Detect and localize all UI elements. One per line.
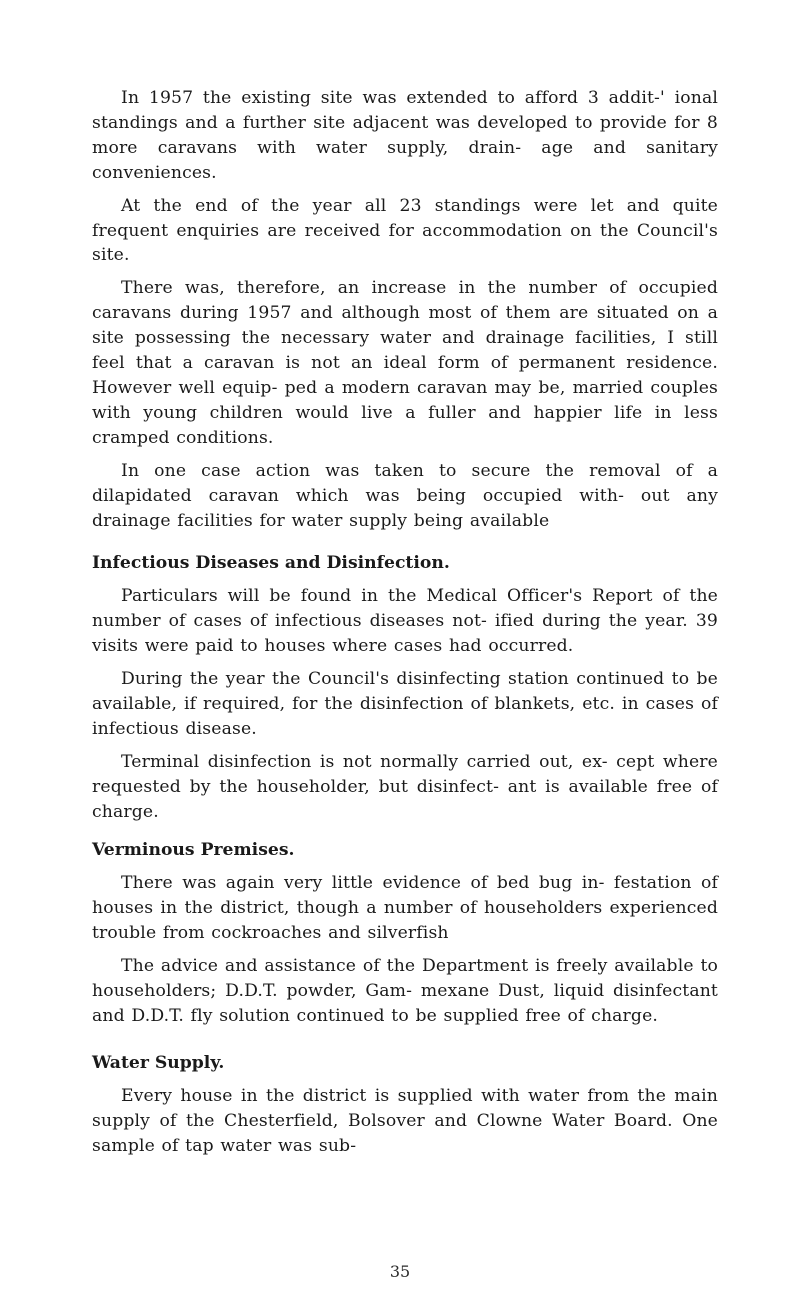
paragraph-standings-let: At the end of the year all 23 standings were let and quite frequent enquiries are received for accommodation on the Council's site. [92,195,718,266]
paragraph-advice-assistance: The advice and assistance of the Department is freely available to householders; D.D.T. powder, Gam- mexane Dust, liquid disinfectant and D.D.T. fly solution continued to be supplied free of charge. [92,956,718,1026]
paragraph-infectious-report: Particulars will be found in the Medical Officer's Report of the number of cases of infectious diseases not- ified during the year. 39 visits were paid to houses where cases had occurred. [92,586,718,657]
paragraph-caravan-increase: There was, therefore, an increase in the number of occupied caravans during 1957 and although most of them are situated on a site possessing the necessary water and drainage facilities, I still feel that a caravan is not an ideal form of permanent residence. However well equip- ped a modern caravan may be, married couples with young children would live a fuller and happier life in less cramped conditions. [92,278,718,448]
paragraph-terminal-disinfection: Terminal disinfection is not normally carried out, ex- cept where requested by the householder, but disinfect- ant is available free of charge. [92,751,718,822]
page-number: 35 [389,1262,411,1281]
paragraph-water-supply: Every house in the district is supplied with water from the main supply of the Chesterfield, Bolsover and Clowne Water Board. One sample of tap water was sub- [92,1085,718,1156]
paragraph-disinfecting-station: During the year the Council's disinfecting station continued to be available, if required, for the disinfection of blankets, etc. in cases of infectious disease. [92,669,718,739]
heading-verminous-premises: Verminous Premises. [92,840,295,861]
text-column [92,86,718,1158]
heading-water-supply: Water Supply. [92,1052,225,1073]
heading-infectious-diseases: Infectious Diseases and Disinfection. [92,553,450,574]
paragraph-caravan-sites: In 1957 the existing site was extended to afford 3 addit-' ional standings and a further site adjacent was developed to provide for 8 more caravans with water supply, drain- age and sanitary conveniences. [92,88,718,183]
paragraph-caravan-removal: In one case action was taken to secure the removal of a dilapidated caravan which was being occupied with- out any drainage facilities for water supply being available [92,460,718,531]
paragraph-bed-bug: There was again very little evidence of bed bug in- festation of houses in the district, though a number of householders experienced trouble from cockroaches and silverfish [92,873,718,944]
